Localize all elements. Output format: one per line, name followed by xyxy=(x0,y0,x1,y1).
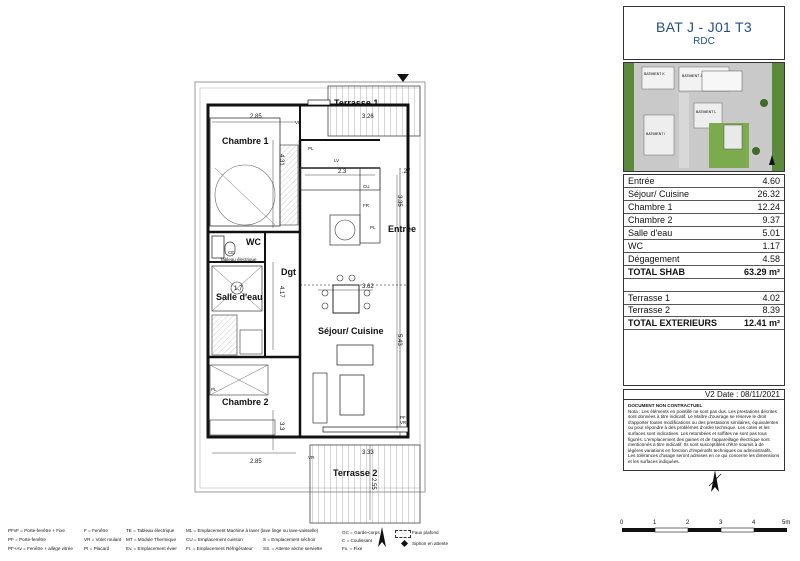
area-row xyxy=(624,253,784,266)
plan-tag: VR xyxy=(400,420,407,425)
legend-item: S = Emplacement séchoir xyxy=(263,537,316,542)
dim-label: 3.33 xyxy=(362,450,374,456)
legend-item: ML = Emplacement Machine à laver (lave linge ou lave-vaisselle) xyxy=(186,528,319,533)
north-arrow-icon xyxy=(700,468,730,498)
dim-label: 5.43 xyxy=(396,334,402,346)
legend-item: Faux plafond xyxy=(412,530,439,535)
total-shab-value: 63.29 m² xyxy=(743,267,780,277)
legend-item: Fr. = Emplacement Réfrigérateur xyxy=(186,546,253,551)
legend-item: PI = Placard xyxy=(84,546,110,551)
area-row xyxy=(624,201,784,214)
area-value: 8.39 xyxy=(762,305,780,315)
plan-tag: Tableau électrique xyxy=(220,257,257,262)
legend-item: TE = Tableau électrique xyxy=(126,528,175,533)
dim-label: 3.3 xyxy=(278,422,284,431)
site-plan-thumbnail xyxy=(623,62,785,172)
area-label: Terrasse 1 xyxy=(628,293,671,303)
area-label: WC xyxy=(628,241,643,251)
legend-item: F = Fenêtre xyxy=(84,528,108,533)
dim-label: .27 xyxy=(402,169,411,175)
dim-label: 3.62 xyxy=(362,284,374,290)
area-value: 5.01 xyxy=(762,228,780,238)
area-value: 26.32 xyxy=(757,189,780,199)
room-label-entree: Entrée xyxy=(388,224,417,234)
area-label: Terrasse 2 xyxy=(628,305,671,315)
room-label-terrasse-2: Terrasse 2 xyxy=(333,468,378,478)
total-shab-row xyxy=(624,266,784,279)
area-row xyxy=(624,175,784,188)
scale-tick: 5m xyxy=(782,520,791,526)
dim-label: 1.7 xyxy=(234,286,243,292)
scale-tick: 1 xyxy=(653,520,657,526)
total-shab-label: TOTAL SHAB xyxy=(628,267,686,277)
legend-item: VR = Volet roulant xyxy=(84,537,122,542)
faux-plafond-swatch xyxy=(395,530,411,538)
dim-label: 3.26 xyxy=(362,114,374,120)
plan-tag: CU xyxy=(363,184,370,189)
plan-tag: PL xyxy=(211,387,217,392)
legend-item: PF = Porte-fenêtre xyxy=(8,537,46,542)
entrance-arrow-icon xyxy=(397,74,409,82)
site-building-label: BATIMENT K xyxy=(644,72,665,76)
legend-item: PF+Av = Fenêtre + allège vitrée xyxy=(8,546,73,551)
area-label: Entrée xyxy=(628,176,655,186)
legend-item: C = Coulissant xyxy=(342,538,373,543)
siphon-icon xyxy=(401,540,408,547)
room-label-chambre-2: Chambre 2 xyxy=(222,397,269,407)
room-label-salle-eau: Salle d'eau xyxy=(216,292,263,302)
scale-tick: 4 xyxy=(752,520,756,526)
scale-tick: 0 xyxy=(620,520,624,526)
area-table xyxy=(623,174,785,386)
legend-item: CU = Emplacement cuisson xyxy=(186,537,243,542)
area-row xyxy=(624,240,784,253)
room-label-chambre-1: Chambre 1 xyxy=(222,136,269,146)
scale-tick: 3 xyxy=(719,520,723,526)
area-row xyxy=(624,214,784,227)
plan-tag: PF xyxy=(400,415,406,420)
area-label: Dégagement xyxy=(628,254,680,264)
disclaimer-text: Nota : Les éléments en pointillé ne sont pas dus. Les prestations décrites sont données à titre indicatif. Le Maître d'ouvrage se réserve le droit d'apporter toutes modifications ou des prestations similaires, équivalentes ou pour répondre à des problèmes d'ordre technique. Les cotes et les surfaces sont indicatives. Les retombées et soffites ne sont pas tous figurés. L'emplacement des gaines et de l'appareillage électrique sont mentionnés à titre indicatif. Ils sont susceptibles d'être soumis à de légères variations en fonction d'impératifs techniques ou administratifs. Les tolérances d'usage seront admises en ce qui concerne les dimensions et les surfaces indiquées. xyxy=(628,408,780,464)
dim-label: 2.3 xyxy=(338,169,347,175)
dim-label: 2.55 xyxy=(370,478,376,490)
area-label: Chambre 1 xyxy=(628,202,673,212)
area-row xyxy=(624,291,784,305)
total-exterieurs-label: TOTAL EXTERIEURS xyxy=(628,318,718,328)
room-label-dgt: Dgt xyxy=(281,267,296,277)
area-value: 1.17 xyxy=(762,241,780,251)
area-label: Salle d'eau xyxy=(628,228,673,238)
floor-level: RDC xyxy=(693,36,715,47)
room-label-wc: WC xyxy=(246,237,261,247)
dim-label: 4.31 xyxy=(278,154,284,166)
lot-title: BAT J - J01 T3 xyxy=(655,19,752,35)
plan-tag: VR xyxy=(308,455,315,460)
info-panel xyxy=(623,6,785,464)
total-exterieurs-row xyxy=(624,317,784,330)
plan-tag: VR xyxy=(295,120,302,125)
legend-item: Siphon en attente xyxy=(412,541,449,546)
area-value: 9.37 xyxy=(762,215,780,225)
dim-label: 4.17 xyxy=(278,286,284,298)
site-building-label: BATIMENT J xyxy=(682,74,703,78)
title-block xyxy=(623,6,785,60)
dim-label: 3.35 xyxy=(396,195,402,207)
scale-tick: 2 xyxy=(686,520,690,526)
dim-label: 2.85 xyxy=(250,114,262,120)
area-row xyxy=(624,304,784,317)
room-label-sejour-cuisine: Séjour/ Cuisine xyxy=(318,326,384,336)
area-value: 12.24 xyxy=(757,202,780,212)
area-row xyxy=(624,188,784,201)
area-label: Séjour/ Cuisine xyxy=(628,189,690,199)
room-label-terrasse-1: Terrasse 1 xyxy=(334,98,379,108)
terrasse-1-deck xyxy=(328,86,420,136)
dim-label: 2.85 xyxy=(250,459,262,465)
legend-item: MT = Module Thermique xyxy=(126,537,177,542)
plan-tag: LV xyxy=(334,158,340,163)
site-building-label: BATIMENT L xyxy=(696,110,717,114)
legend-item: PFvF = Porte-fenêtre + Fixe xyxy=(8,528,65,533)
plan-tag: FR xyxy=(363,203,369,208)
legend-item: Ev. = Emplacement évier xyxy=(126,546,177,551)
area-row xyxy=(624,227,784,240)
legend-item: GC = Garde-corps xyxy=(342,530,380,535)
area-value: 4.60 xyxy=(762,176,780,186)
site-building-label: BATIMENT I xyxy=(646,132,666,136)
area-label: Chambre 2 xyxy=(628,215,673,225)
plan-tag: CE xyxy=(228,250,235,255)
version-date: V2 Date : 08/11/2021 xyxy=(623,389,785,400)
plan-tag: PL xyxy=(370,225,376,230)
legend-item: SS. = Attente sèche serviette xyxy=(263,546,323,551)
legend xyxy=(8,528,528,558)
terrasse-2-deck xyxy=(310,445,420,523)
legend-item: Fx. = Fixe xyxy=(342,546,363,551)
scale-bar xyxy=(612,518,797,544)
disclaimer-box xyxy=(623,399,785,471)
plan-tag: PL xyxy=(308,146,314,151)
disclaimer-heading: DOCUMENT NON CONTRACTUEL xyxy=(628,403,703,408)
total-exterieurs-value: 12.41 m² xyxy=(743,318,780,328)
area-value: 4.02 xyxy=(762,293,780,303)
area-value: 4.58 xyxy=(762,254,780,264)
